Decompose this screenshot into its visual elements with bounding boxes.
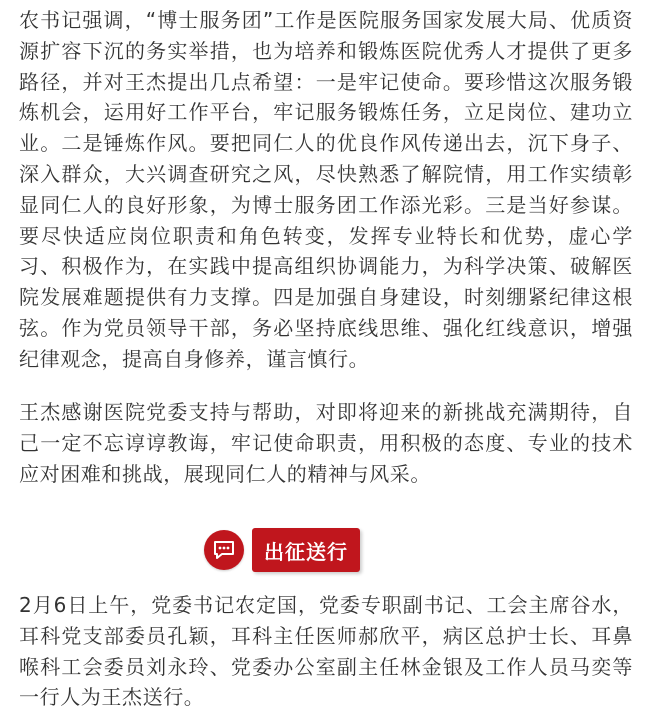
article-paragraph: 王杰感谢医院党委支持与帮助，对即将迎来的新挑战充满期待，自己一定不忘谆谆教诲，牢记使命职责，用积极的态度、专业的技术应对困难和挑战，展现同仁人的精神与风采。 xyxy=(19,400,633,486)
section-header xyxy=(204,528,388,572)
chat-bubble-icon xyxy=(204,530,244,570)
article-paragraph: 农书记强调，“博士服务团”工作是医院服务国家发展大局、优质资源扩容下沉的务实举措，也为培养和锻炼医院优秀人才提供了更多路径，并对王杰提出几点希望：一是牢记使命。要珍惜这次服务锻炼机会，运用好工作平台，牢记服务锻炼任务，立足岗位、建功立业。二是锤炼作风。要把同仁人的优良作风传递出去，沉下身子、深入群众，大兴调查研究之风，尽快熟悉了解院情，用工作实绩彰显同仁人的良好形象，为博士服务团工作添光彩。三是当好参谋。要尽快适应岗位职责和角色转变，发挥专业特长和优势，虚心学习、积极作为，在实践中提高组织协调能力，为科学决策、破解医院发展难题提供有力支撑。四是加强自身建设，时刻绷紧纪律这根弦。作为党员领导干部，务必坚持底线思维、强化红线意识，增强纪律观念，提高自身修养，谨言慎行。 xyxy=(19,8,633,371)
section-title: 出征送行 xyxy=(264,539,348,564)
section-label-box xyxy=(252,528,360,572)
article-paragraph: 2月6日上午，党委书记农定国，党委专职副书记、工会主席谷水，耳科党支部委员孔颖，耳科主任医师郝欣平，病区总护士长、耳鼻喉科工会委员刘永玲、党委办公室副主任林金银及工作人员马奕等一行人为王杰送行。 xyxy=(19,593,633,710)
